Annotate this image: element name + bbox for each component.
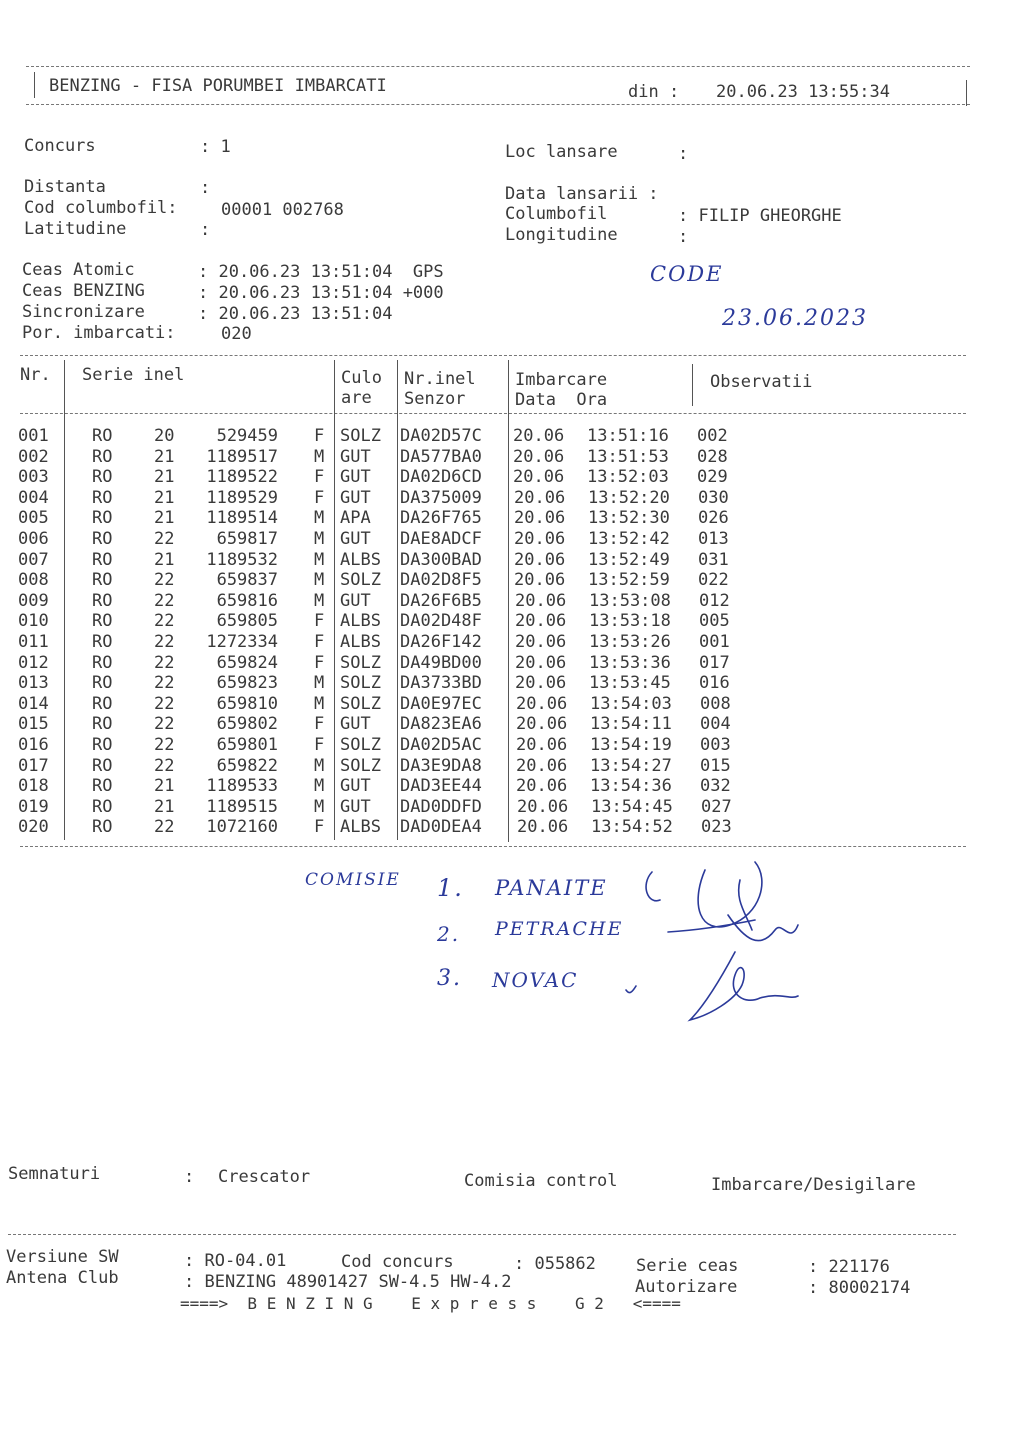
row-year: 22 xyxy=(154,735,175,755)
row-sex: M xyxy=(314,776,325,797)
row-sensor: DA02D8F5 xyxy=(400,570,482,591)
handwritten-number-3: 3. xyxy=(437,966,462,991)
row-sex: M xyxy=(314,508,325,529)
signature-2 xyxy=(668,915,798,941)
row-country: RO xyxy=(92,735,113,755)
row-sensor: DA02D5AC xyxy=(400,735,482,755)
row-year: 22 xyxy=(154,590,175,611)
row-ring-number: 1189514 xyxy=(206,508,278,529)
footer-top-rule xyxy=(8,1234,956,1235)
row-ring-number: 1189532 xyxy=(206,549,278,570)
row-year: 21 xyxy=(154,487,175,508)
loc-lansare-value: : xyxy=(678,144,689,164)
row-time: 13:54:36 xyxy=(590,776,672,797)
column-header-nrinel-1: Nr.inel xyxy=(404,369,476,389)
row-observation: 004 xyxy=(700,714,731,735)
handwritten-note-code: CODE xyxy=(650,262,724,286)
row-sensor: DA49BD00 xyxy=(400,652,482,673)
column-header-nr: Nr. xyxy=(20,365,51,385)
row-ring-number: 1189517 xyxy=(206,446,278,467)
ceas-atomic-label: Ceas Atomic xyxy=(22,260,135,280)
porumbei-imbarcati-value: 020 xyxy=(221,324,252,344)
row-ring-number: 659822 xyxy=(216,755,278,776)
row-sensor: DA0E97EC xyxy=(400,693,482,714)
row-date: 20.06 xyxy=(514,549,566,570)
row-sex: F xyxy=(314,611,325,632)
ceas-benzing-value: : 20.06.23 13:51:04 +000 xyxy=(198,283,444,303)
row-country: RO xyxy=(92,652,113,673)
benzing-express-banner: ====> B E N Z I N G E x p r e s s G 2 <==== xyxy=(180,1294,681,1313)
row-observation: 016 xyxy=(699,673,730,694)
row-country: RO xyxy=(92,467,113,488)
row-country: RO xyxy=(92,755,113,776)
row-sex: M xyxy=(314,796,325,817)
row-ring-number: 1189533 xyxy=(206,776,278,797)
row-country: RO xyxy=(92,611,113,632)
row-date: 20.06 xyxy=(514,529,566,549)
row-country: RO xyxy=(92,570,113,591)
row-sensor: DA26F142 xyxy=(400,632,482,652)
concurs-value: : 1 xyxy=(200,137,231,157)
concurs-label: Concurs xyxy=(24,136,96,156)
row-country: RO xyxy=(92,817,113,838)
signature-1 xyxy=(646,862,762,930)
row-nr: 007 xyxy=(18,549,49,570)
row-sex: F xyxy=(314,714,325,735)
row-time: 13:53:08 xyxy=(589,590,671,611)
row-sensor: DA577BA0 xyxy=(400,446,482,467)
row-color: SOLZ xyxy=(340,426,381,446)
signature-3 xyxy=(690,952,798,1020)
row-time: 13:52:59 xyxy=(588,570,670,591)
porumbei-imbarcati-label: Por. imbarcati: xyxy=(22,323,176,343)
sincronizare-label: Sincronizare xyxy=(22,302,145,322)
row-sensor: DAD3EE44 xyxy=(400,776,482,797)
row-country: RO xyxy=(92,714,113,735)
autorizare-value: : 80002174 xyxy=(808,1278,911,1298)
row-date: 20.06 xyxy=(517,817,569,838)
row-observation: 013 xyxy=(698,529,729,549)
cod-columbofil-label: Cod columbofil: xyxy=(24,198,178,218)
row-sensor: DA26F765 xyxy=(400,508,482,529)
column-header-imbarcare-1: Imbarcare xyxy=(515,370,608,390)
antena-club-value: : BENZING 48901427 SW-4.5 HW-4.2 xyxy=(184,1272,512,1292)
serie-ceas-label: Serie ceas xyxy=(636,1256,739,1276)
row-time: 13:52:20 xyxy=(588,487,670,508)
row-time: 13:53:36 xyxy=(589,652,671,673)
versiune-sw-value: : RO-04.01 xyxy=(184,1251,287,1271)
signatures-colon: : xyxy=(184,1167,195,1187)
row-time: 13:53:26 xyxy=(589,632,671,652)
row-country: RO xyxy=(92,446,113,467)
row-ring-number: 1189522 xyxy=(206,467,278,488)
row-year: 21 xyxy=(154,508,175,529)
row-country: RO xyxy=(92,549,113,570)
row-nr: 006 xyxy=(18,529,49,549)
row-observation: 015 xyxy=(700,755,731,776)
row-year: 21 xyxy=(154,796,175,817)
row-ring-number: 659802 xyxy=(216,714,278,735)
row-ring-number: 659805 xyxy=(216,611,278,632)
row-time: 13:54:19 xyxy=(590,735,672,755)
row-ring-number: 1189515 xyxy=(206,796,278,817)
row-color: ALBS xyxy=(340,817,381,838)
row-observation: 002 xyxy=(697,426,728,446)
row-observation: 017 xyxy=(699,652,730,673)
row-ring-number: 1272334 xyxy=(206,632,278,652)
row-color: APA xyxy=(340,508,371,529)
row-ring-number: 1072160 xyxy=(206,817,278,838)
row-sex: F xyxy=(314,632,325,652)
row-country: RO xyxy=(92,776,113,797)
row-observation: 012 xyxy=(699,590,730,611)
row-observation: 023 xyxy=(701,817,732,838)
row-year: 22 xyxy=(154,817,175,838)
row-country: RO xyxy=(92,673,113,694)
row-date: 20.06 xyxy=(515,590,567,611)
row-sensor: DA300BAD xyxy=(400,549,482,570)
row-color: GUT xyxy=(340,487,371,508)
row-observation: 028 xyxy=(697,446,728,467)
row-time: 13:53:45 xyxy=(589,673,671,694)
row-color: ALBS xyxy=(340,549,381,570)
row-color: ALBS xyxy=(340,611,381,632)
row-sex: F xyxy=(314,735,325,755)
handwritten-number-2: 2. xyxy=(437,922,461,946)
loc-lansare-label: Loc lansare xyxy=(505,142,618,162)
row-date: 20.06 xyxy=(514,487,566,508)
row-sex: M xyxy=(314,529,325,549)
row-observation: 032 xyxy=(700,776,731,797)
column-header-culoare-1: Culo xyxy=(341,368,382,388)
row-year: 22 xyxy=(154,529,175,549)
row-country: RO xyxy=(92,590,113,611)
row-time: 13:54:52 xyxy=(591,817,673,838)
row-date: 20.06 xyxy=(516,693,568,714)
row-date: 20.06 xyxy=(513,446,565,467)
row-date: 20.06 xyxy=(516,714,568,735)
longitudine-label: Longitudine xyxy=(505,225,618,245)
row-date: 20.06 xyxy=(514,508,566,529)
row-time: 13:51:16 xyxy=(587,426,669,446)
handwritten-name-1: PANAITE xyxy=(495,876,608,900)
row-year: 22 xyxy=(154,755,175,776)
row-date: 20.06 xyxy=(515,632,567,652)
row-date: 20.06 xyxy=(513,467,565,488)
latitudine-value: : xyxy=(200,220,211,240)
row-date: 20.06 xyxy=(515,652,567,673)
row-ring-number: 659824 xyxy=(216,652,278,673)
row-observation: 031 xyxy=(698,549,729,570)
row-nr: 016 xyxy=(18,735,49,755)
latitudine-label: Latitudine xyxy=(24,219,127,239)
row-nr: 004 xyxy=(18,487,49,508)
signature-crescator: Crescator xyxy=(218,1167,311,1187)
serie-ceas-value: : 221176 xyxy=(808,1257,890,1277)
row-nr: 019 xyxy=(18,796,49,817)
row-nr: 014 xyxy=(18,693,49,714)
row-nr: 017 xyxy=(18,755,49,776)
row-year: 22 xyxy=(154,714,175,735)
handwritten-number-1: 1. xyxy=(437,874,464,902)
row-color: GUT xyxy=(340,446,371,467)
row-color: SOLZ xyxy=(340,652,381,673)
row-nr: 001 xyxy=(18,426,49,446)
row-ring-number: 659810 xyxy=(216,693,278,714)
row-color: GUT xyxy=(340,796,371,817)
columbofil-value: : FILIP GHEORGHE xyxy=(678,206,842,226)
row-date: 20.06 xyxy=(513,426,565,446)
row-observation: 029 xyxy=(697,467,728,488)
row-date: 20.06 xyxy=(515,611,567,632)
row-color: GUT xyxy=(340,529,371,549)
cod-columbofil-value: 00001 002768 xyxy=(221,200,344,220)
row-country: RO xyxy=(92,487,113,508)
row-nr: 015 xyxy=(18,714,49,735)
row-observation: 008 xyxy=(700,693,731,714)
row-observation: 001 xyxy=(699,632,730,652)
handwritten-comisie: COMISIE xyxy=(305,870,401,890)
row-observation: 003 xyxy=(700,735,731,755)
ceas-benzing-label: Ceas BENZING xyxy=(22,281,145,301)
row-time: 13:51:53 xyxy=(587,446,669,467)
row-date: 20.06 xyxy=(516,776,568,797)
distanta-value: : xyxy=(200,178,211,198)
row-observation: 030 xyxy=(698,487,729,508)
row-sex: M xyxy=(314,590,325,611)
row-year: 21 xyxy=(154,467,175,488)
row-nr: 009 xyxy=(18,590,49,611)
row-ring-number: 659816 xyxy=(216,590,278,611)
row-date: 20.06 xyxy=(517,796,569,817)
antena-club-label: Antena Club xyxy=(6,1268,119,1288)
row-country: RO xyxy=(92,426,113,446)
row-year: 22 xyxy=(154,673,175,694)
row-observation: 026 xyxy=(698,508,729,529)
row-sex: F xyxy=(314,467,325,488)
row-date: 20.06 xyxy=(516,735,568,755)
row-year: 22 xyxy=(154,570,175,591)
row-year: 21 xyxy=(154,446,175,467)
row-sex: F xyxy=(314,487,325,508)
row-sensor: DA02D57C xyxy=(400,426,482,446)
row-nr: 020 xyxy=(18,817,49,838)
row-sensor: DAD0DDFD xyxy=(400,796,482,817)
row-sensor: DA3E9DA8 xyxy=(400,755,482,776)
row-sensor: DAD0DEA4 xyxy=(400,817,482,838)
row-sensor: DAE8ADCF xyxy=(400,529,482,549)
row-sex: M xyxy=(314,693,325,714)
tick-mark xyxy=(626,986,636,993)
row-sex: M xyxy=(314,673,325,694)
handwritten-name-2: PETRACHE xyxy=(495,918,624,940)
cod-concurs-value: : 055862 xyxy=(514,1254,596,1274)
row-year: 21 xyxy=(154,776,175,797)
row-sex: F xyxy=(314,817,325,838)
columbofil-label: Columbofil xyxy=(505,204,608,224)
row-nr: 012 xyxy=(18,652,49,673)
row-year: 22 xyxy=(154,611,175,632)
distanta-label: Distanta xyxy=(24,177,106,197)
row-sensor: DA02D6CD xyxy=(400,467,482,488)
row-sensor: DA26F6B5 xyxy=(400,590,482,611)
row-nr: 002 xyxy=(18,446,49,467)
row-sensor: DA375009 xyxy=(400,487,482,508)
column-header-nrinel-2: Senzor xyxy=(404,389,466,409)
row-nr: 005 xyxy=(18,508,49,529)
report-date: 20.06.23 13:55:34 xyxy=(716,82,890,102)
row-sensor: DA3733BD xyxy=(400,673,482,694)
row-observation: 027 xyxy=(701,796,732,817)
row-nr: 010 xyxy=(18,611,49,632)
row-color: GUT xyxy=(340,467,371,488)
row-color: SOLZ xyxy=(340,673,381,694)
signature-imbarcare-desigilare: Imbarcare/Desigilare xyxy=(711,1175,916,1195)
row-time: 13:54:27 xyxy=(590,755,672,776)
column-header-imbarcare-2: Data Ora xyxy=(515,390,608,410)
report-title: BENZING - FISA PORUMBEI IMBARCATI xyxy=(49,76,387,96)
row-country: RO xyxy=(92,796,113,817)
row-ring-number: 659837 xyxy=(216,570,278,591)
row-ring-number: 1189529 xyxy=(206,487,278,508)
row-time: 13:54:11 xyxy=(590,714,672,735)
row-date: 20.06 xyxy=(516,755,568,776)
row-ring-number: 659817 xyxy=(216,529,278,549)
ceas-atomic-value: : 20.06.23 13:51:04 GPS xyxy=(198,262,444,282)
row-date: 20.06 xyxy=(515,673,567,694)
sincronizare-value: : 20.06.23 13:51:04 xyxy=(198,304,393,324)
autorizare-label: Autorizare xyxy=(635,1277,738,1297)
row-ring-number: 659801 xyxy=(216,735,278,755)
row-observation: 005 xyxy=(699,611,730,632)
row-nr: 013 xyxy=(18,673,49,694)
data-lansarii-label: Data lansarii : xyxy=(505,184,659,204)
row-country: RO xyxy=(92,693,113,714)
row-year: 21 xyxy=(154,549,175,570)
row-date: 20.06 xyxy=(514,570,566,591)
row-color: GUT xyxy=(340,776,371,797)
row-time: 13:52:42 xyxy=(588,529,670,549)
row-country: RO xyxy=(92,529,113,549)
row-color: SOLZ xyxy=(340,570,381,591)
report-date-label: din : xyxy=(628,82,680,102)
versiune-sw-label: Versiune SW xyxy=(6,1247,119,1267)
row-sensor: DA823EA6 xyxy=(400,714,482,735)
row-year: 22 xyxy=(154,693,175,714)
row-time: 13:52:03 xyxy=(587,467,669,488)
row-time: 13:54:03 xyxy=(590,693,672,714)
row-sex: F xyxy=(314,426,325,446)
row-sensor: DA02D48F xyxy=(400,611,482,632)
row-nr: 011 xyxy=(18,632,49,652)
cod-concurs-label: Cod concurs xyxy=(341,1252,454,1272)
row-time: 13:54:45 xyxy=(591,796,673,817)
row-observation: 022 xyxy=(698,570,729,591)
row-sex: M xyxy=(314,755,325,776)
row-sex: M xyxy=(314,549,325,570)
row-year: 20 xyxy=(154,426,175,446)
row-sex: F xyxy=(314,652,325,673)
row-color: SOLZ xyxy=(340,735,381,755)
row-sex: M xyxy=(314,446,325,467)
row-ring-number: 659823 xyxy=(216,673,278,694)
row-country: RO xyxy=(92,508,113,529)
row-color: SOLZ xyxy=(340,755,381,776)
row-color: ALBS xyxy=(340,632,381,652)
handwritten-name-3: NOVAC xyxy=(492,968,579,992)
row-year: 22 xyxy=(154,632,175,652)
column-header-observatii: Observatii xyxy=(710,372,813,392)
column-header-culoare-2: are xyxy=(341,388,372,408)
row-country: RO xyxy=(92,632,113,652)
row-time: 13:53:18 xyxy=(589,611,671,632)
row-color: GUT xyxy=(340,590,371,611)
row-time: 13:52:49 xyxy=(588,549,670,570)
column-header-serie-inel: Serie inel xyxy=(82,365,185,385)
handwritten-note-date: 23.06.2023 xyxy=(722,306,868,331)
longitudine-value: : xyxy=(678,227,689,247)
row-nr: 018 xyxy=(18,776,49,797)
row-year: 22 xyxy=(154,652,175,673)
row-ring-number: 529459 xyxy=(216,426,278,446)
row-nr: 003 xyxy=(18,467,49,488)
signature-comisia-control: Comisia control xyxy=(464,1171,618,1191)
row-nr: 008 xyxy=(18,570,49,591)
row-time: 13:52:30 xyxy=(588,508,670,529)
row-sex: M xyxy=(314,570,325,591)
row-color: GUT xyxy=(340,714,371,735)
row-color: SOLZ xyxy=(340,693,381,714)
signatures-label: Semnaturi xyxy=(8,1164,101,1184)
